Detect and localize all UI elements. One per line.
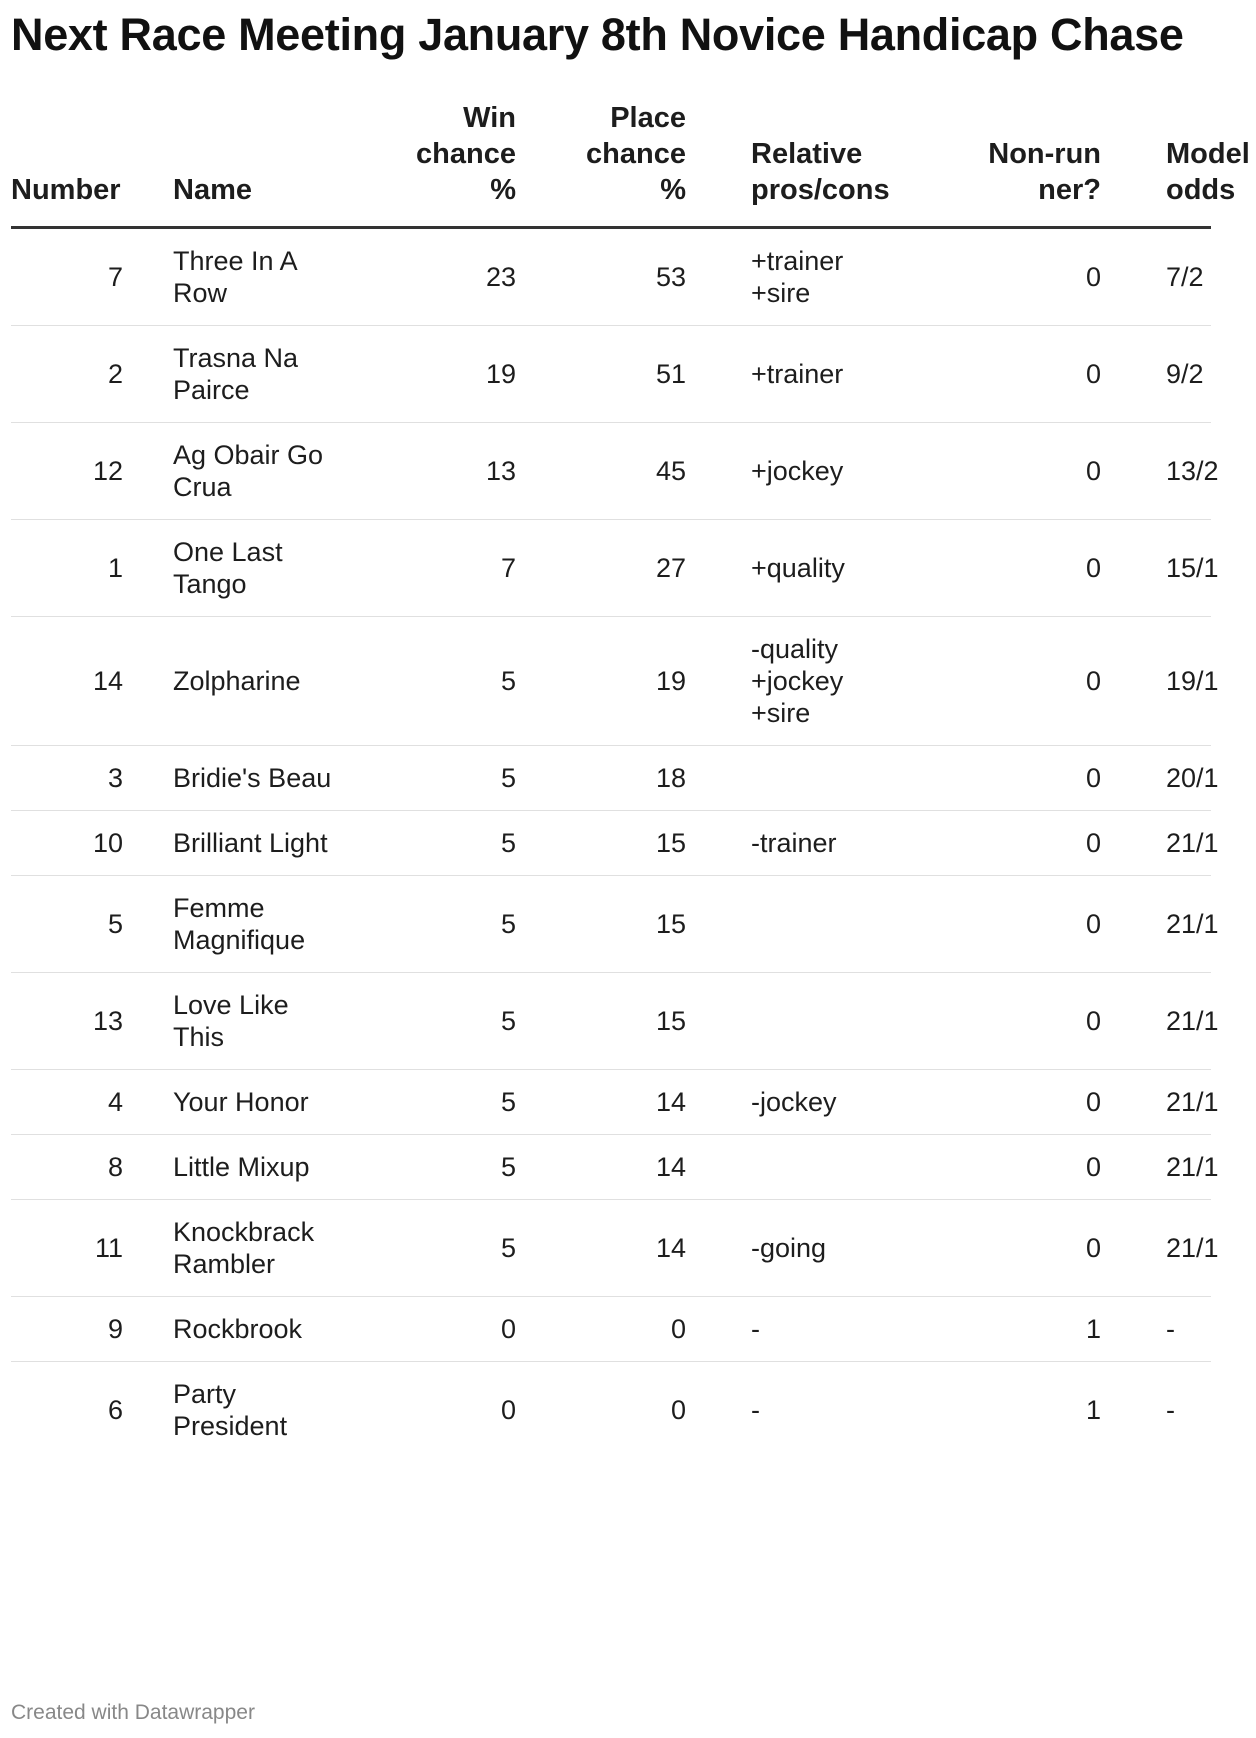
cell-place-chance: 0 (516, 1297, 686, 1362)
cell-win-chance: 7 (333, 520, 516, 617)
cell-pros-cons-text: -going (751, 1233, 827, 1263)
table-row (11, 228, 1211, 326)
cell-non-runner: 0 (901, 617, 1101, 746)
cell-place-chance: 53 (516, 228, 686, 326)
cell-name (173, 423, 333, 520)
table-row (11, 326, 1211, 423)
cell-pros-cons (751, 228, 901, 326)
cell-pros-cons (751, 811, 901, 876)
cell-non-runner: 0 (901, 811, 1101, 876)
cell-win-chance: 5 (333, 876, 516, 973)
cell-win-chance: 23 (333, 228, 516, 326)
cell-name-text: Party President (173, 1379, 288, 1441)
table-row (11, 811, 1211, 876)
cell-pros-cons-text: -quality +jockey +sire (751, 634, 844, 728)
cell-non-runner: 1 (901, 1297, 1101, 1362)
cell-number: 5 (11, 876, 123, 973)
cell-model-odds: - (1166, 1395, 1175, 1425)
col-header-place-label: Place chance % (586, 102, 686, 206)
cell-win-chance: 19 (333, 326, 516, 423)
cell-name-text: Little Mixup (173, 1152, 310, 1182)
cell-win-chance: 5 (333, 973, 516, 1070)
table-row (11, 1135, 1211, 1200)
cell-name-text: Three In A Row (173, 246, 297, 308)
cell-non-runner: 0 (901, 423, 1101, 520)
cell-number: 3 (11, 746, 123, 811)
table-row (11, 1070, 1211, 1135)
cell-pros-cons (751, 423, 901, 520)
cell-pros-cons-text: +trainer +sire (751, 246, 844, 308)
cell-pros-cons (751, 1070, 901, 1135)
cell-name (173, 1362, 333, 1459)
cell-pros-cons (751, 1362, 901, 1459)
chart-title: Next Race Meeting January 8th Novice Handicap Chase (11, 9, 1184, 60)
cell-place-chance: 18 (516, 746, 686, 811)
cell-pros-cons-text: +jockey (751, 456, 844, 486)
col-header-place-chance[interactable] (516, 100, 686, 228)
cell-name-text: Love Like This (173, 990, 289, 1052)
cell-name-text: Ag Obair Go Crua (173, 440, 324, 502)
cell-non-runner: 0 (901, 876, 1101, 973)
cell-non-runner: 0 (901, 973, 1101, 1070)
cell-model-odds: 21/1 (1101, 973, 1211, 1070)
cell-place-chance: 27 (516, 520, 686, 617)
cell-number: 13 (11, 973, 123, 1070)
cell-place-chance: 15 (516, 876, 686, 973)
race-table (11, 100, 1250, 1458)
cell-name-text: Knockbrack Rambler (173, 1217, 315, 1279)
cell-model-odds: 19/1 (1101, 617, 1211, 746)
table-row (11, 876, 1211, 973)
cell-win-chance: 0 (333, 1297, 516, 1362)
cell-name (173, 1200, 333, 1297)
datawrapper-credit[interactable]: Created with Datawrapper (11, 1701, 255, 1724)
cell-model-odds: 21/1 (1101, 1200, 1211, 1297)
cell-model-odds: 9/2 (1101, 326, 1211, 423)
cell-pros-cons-text: -jockey (751, 1087, 837, 1117)
cell-name (173, 973, 333, 1070)
cell-number: 9 (11, 1297, 123, 1362)
cell-pros-cons-text: - (751, 1395, 760, 1425)
cell-name (173, 520, 333, 617)
cell-name-text: Brilliant Light (173, 828, 328, 858)
cell-model-odds: 21/1 (1101, 811, 1211, 876)
cell-place-chance: 14 (516, 1070, 686, 1135)
cell-non-runner: 1 (1085, 1395, 1101, 1425)
cell-place-chance: 19 (516, 617, 686, 746)
cell-pros-cons (751, 617, 901, 746)
cell-win-chance: 5 (333, 746, 516, 811)
cell-name-text: Femme Magnifique (173, 893, 306, 955)
col-header-number[interactable]: Number (11, 100, 123, 228)
cell-number: 7 (11, 228, 123, 326)
cell-number: 11 (11, 1200, 123, 1297)
cell-win-chance: 5 (333, 1200, 516, 1297)
cell-name (173, 1297, 333, 1362)
cell-model-odds: 7/2 (1101, 228, 1211, 326)
cell-pros-cons (751, 1200, 901, 1297)
cell-pros-cons (751, 1297, 901, 1362)
table-row (11, 1362, 1211, 1459)
col-header-pros-cons[interactable] (751, 100, 901, 228)
cell-place-chance: 15 (516, 811, 686, 876)
cell-place-chance: 14 (516, 1200, 686, 1297)
cell-number: 6 (107, 1395, 123, 1425)
cell-model-odds: 21/1 (1101, 1135, 1211, 1200)
cell-pros-cons (751, 326, 901, 423)
cell-name-text: Your Honor (173, 1087, 309, 1117)
col-header-name[interactable]: Name (173, 100, 333, 228)
cell-pros-cons (751, 1135, 901, 1200)
cell-win-chance: 5 (333, 1070, 516, 1135)
cell-place-chance: 14 (516, 1135, 686, 1200)
cell-name-text: Zolpharine (173, 666, 301, 696)
cell-model-odds: 13/2 (1101, 423, 1211, 520)
col-header-non-runner[interactable] (901, 100, 1101, 228)
cell-number: 1 (11, 520, 123, 617)
col-header-win-chance[interactable] (333, 100, 516, 228)
cell-model-odds: 21/1 (1101, 1070, 1211, 1135)
cell-name-text: Rockbrook (173, 1314, 303, 1344)
cell-pros-cons-text: +quality (751, 553, 845, 583)
cell-name-text: Bridie's Beau (173, 763, 332, 793)
table-row (11, 746, 1211, 811)
cell-name (173, 811, 333, 876)
cell-name-text: One Last Tango (173, 537, 283, 599)
cell-number: 12 (11, 423, 123, 520)
header-row (11, 100, 1211, 228)
cell-model-odds: - (1101, 1297, 1211, 1362)
col-header-odds-label: Model odds (1166, 138, 1250, 206)
cell-name-text: Trasna Na Pairce (173, 343, 299, 405)
cell-place-chance: 0 (670, 1395, 686, 1425)
cell-non-runner: 0 (901, 746, 1101, 811)
table-row (11, 1200, 1211, 1297)
cell-model-odds: 21/1 (1101, 876, 1211, 973)
cell-pros-cons (751, 746, 901, 811)
cell-pros-cons (751, 520, 901, 617)
table-row (11, 617, 1211, 746)
cell-win-chance: 5 (333, 811, 516, 876)
cell-name (173, 326, 333, 423)
cell-name (173, 1135, 333, 1200)
cell-pros-cons-text: +trainer (751, 359, 844, 389)
table-row (11, 1297, 1211, 1362)
cell-non-runner: 0 (901, 1070, 1101, 1135)
col-header-win-label: Win chance % (416, 102, 516, 206)
cell-win-chance: 5 (333, 1135, 516, 1200)
cell-non-runner: 0 (901, 520, 1101, 617)
cell-place-chance: 45 (516, 423, 686, 520)
cell-model-odds: 15/1 (1101, 520, 1211, 617)
cell-number: 4 (11, 1070, 123, 1135)
cell-name (173, 876, 333, 973)
cell-number: 10 (11, 811, 123, 876)
table-body (11, 228, 1219, 1459)
cell-non-runner: 0 (901, 1135, 1101, 1200)
col-header-pros-label: Relative pros/cons (751, 138, 890, 206)
col-header-model-odds[interactable] (1101, 100, 1250, 228)
cell-name (173, 617, 333, 746)
cell-number: 14 (11, 617, 123, 746)
table-row (11, 973, 1211, 1070)
cell-pros-cons-text: -trainer (751, 828, 837, 858)
cell-pros-cons (751, 876, 901, 973)
cell-place-chance: 15 (516, 973, 686, 1070)
cell-number: 2 (11, 326, 123, 423)
cell-name (173, 228, 333, 326)
cell-pros-cons (751, 973, 901, 1070)
cell-number: 8 (11, 1135, 123, 1200)
cell-non-runner: 0 (901, 1200, 1101, 1297)
table-row (11, 423, 1211, 520)
cell-name (173, 1070, 333, 1135)
cell-name (173, 746, 333, 811)
table-row (11, 520, 1211, 617)
cell-win-chance: 13 (333, 423, 516, 520)
cell-non-runner: 0 (901, 326, 1101, 423)
cell-model-odds: 20/1 (1101, 746, 1211, 811)
cell-place-chance: 51 (516, 326, 686, 423)
cell-win-chance: 5 (333, 617, 516, 746)
cell-pros-cons-text: - (751, 1314, 760, 1344)
col-header-non-runner-label: Non-runner? (988, 138, 1101, 206)
cell-win-chance: 0 (500, 1395, 516, 1425)
cell-non-runner: 0 (901, 228, 1101, 326)
